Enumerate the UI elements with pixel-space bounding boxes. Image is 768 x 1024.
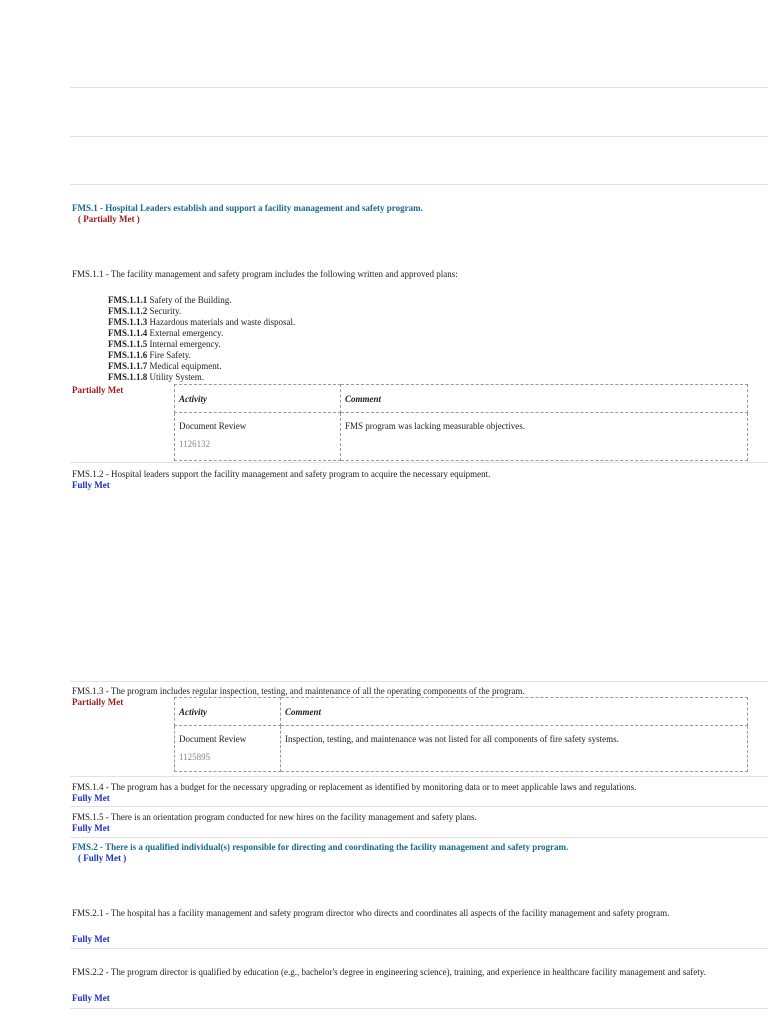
- divider: [70, 184, 768, 185]
- sub-item: FMS.1.1.6 Fire Safety.: [108, 350, 191, 360]
- activity-header: Activity: [175, 698, 281, 726]
- sub-item: FMS.1.1.1 Safety of the Building.: [108, 295, 232, 305]
- sub-item: FMS.1.1.8 Utility System.: [108, 372, 205, 382]
- element-text: FMS.1.3 - The program includes regular inspection, testing, and maintenance of all the operating components of the program.: [72, 686, 525, 696]
- element-status: Fully Met: [72, 823, 110, 833]
- divider: [70, 806, 768, 807]
- document-id: 1125895: [179, 752, 211, 762]
- element-status: Fully Met: [72, 480, 110, 490]
- element-text: FMS.1.5 - There is an orientation program conducted for new hires on the facility management and safety plans.: [72, 812, 477, 822]
- comment-cell: Inspection, testing, and maintenance was not listed for all components of fire safety systems.: [281, 726, 748, 772]
- sub-item: FMS.1.1.5 Internal emergency.: [108, 339, 221, 349]
- element-text: FMS.2.2 - The program director is qualified by education (e.g., bachelor's degree in engineering science), training, and experience in healthcare facility management and safety.: [72, 967, 706, 977]
- activity-table: [174, 697, 748, 772]
- divider: [70, 837, 768, 838]
- sub-item: FMS.1.1.3 Hazardous materials and waste disposal.: [108, 317, 296, 327]
- document-id: 1126132: [179, 439, 211, 449]
- divider: [70, 136, 768, 137]
- sub-item: FMS.1.1.2 Security.: [108, 306, 182, 316]
- element-text: FMS.1.4 - The program has a budget for the necessary upgrading or replacement as identified by monitoring data or to meet applicable laws and regulations.: [72, 782, 637, 792]
- standard-status: ( Fully Met ): [78, 853, 127, 863]
- standard-title: FMS.1 - Hospital Leaders establish and support a facility management and safety program.: [72, 203, 423, 213]
- divider: [70, 1008, 768, 1009]
- sub-item: FMS.1.1.4 External emergency.: [108, 328, 224, 338]
- element-status: Partially Met: [72, 385, 124, 395]
- element-status: Fully Met: [72, 993, 110, 1003]
- element-text: FMS.1.1 - The facility management and safety program includes the following written and approved plans:: [72, 269, 458, 279]
- element-status: Partially Met: [72, 697, 124, 707]
- activity-cell: Document Review 1125895: [175, 726, 281, 772]
- element-text: FMS.2.1 - The hospital has a facility management and safety program director who directs and coordinates all aspects of the facility management and safety program.: [72, 908, 670, 918]
- sub-item-list: [108, 295, 295, 383]
- element-status: Fully Met: [72, 934, 110, 944]
- standard-title: FMS.2 - There is a qualified individual(s) responsible for directing and coordinating the facility management and safety program.: [72, 842, 569, 852]
- activity-cell: Document Review 1126132: [175, 413, 341, 461]
- comment-header: Comment: [281, 698, 748, 726]
- divider: [70, 87, 768, 88]
- activity-table: [174, 384, 748, 461]
- element-status: Fully Met: [72, 793, 110, 803]
- comment-header: Comment: [341, 385, 748, 413]
- divider: [70, 462, 768, 463]
- divider: [70, 681, 768, 682]
- comment-cell: FMS program was lacking measurable objectives.: [341, 413, 748, 461]
- divider: [70, 948, 768, 949]
- standard-status: ( Partially Met ): [78, 214, 140, 224]
- sub-item: FMS.1.1.7 Medical equipment.: [108, 361, 222, 371]
- activity-header: Activity: [175, 385, 341, 413]
- element-text: FMS.1.2 - Hospital leaders support the facility management and safety program to acquire the necessary equipment.: [72, 469, 491, 479]
- divider: [70, 776, 768, 777]
